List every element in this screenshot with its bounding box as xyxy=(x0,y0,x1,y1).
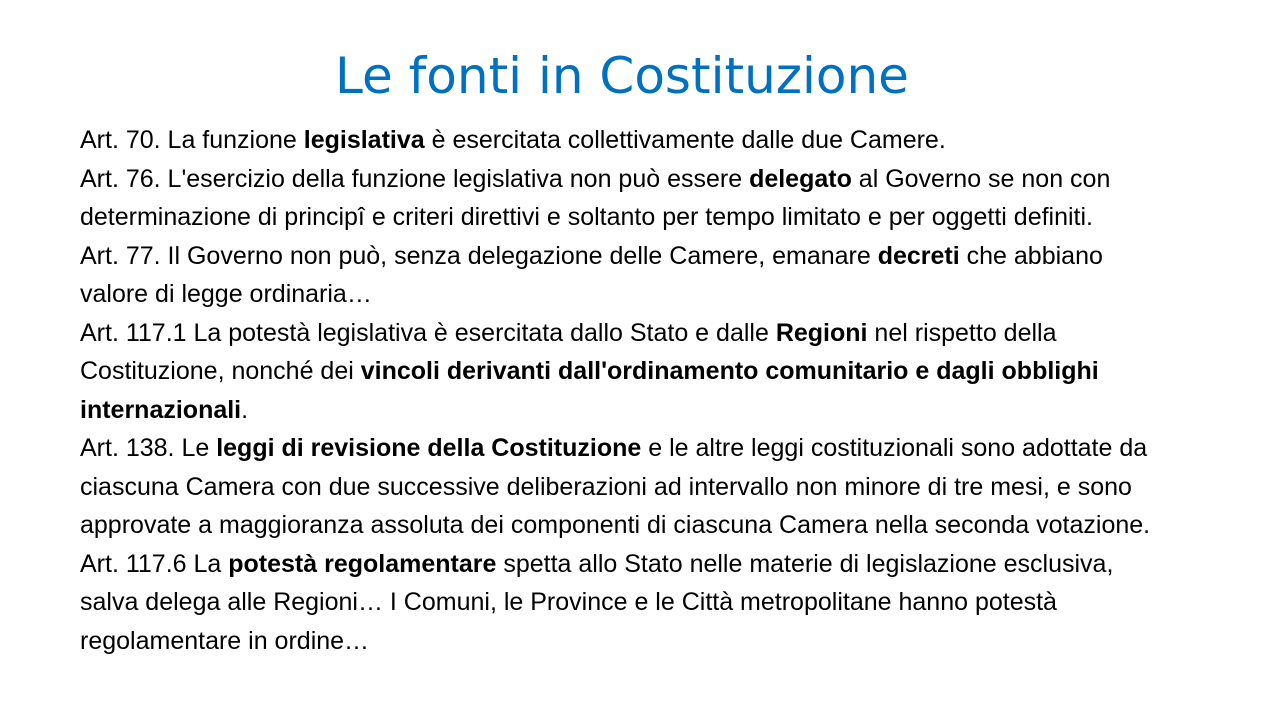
article-paragraph xyxy=(80,545,1170,661)
paragraph-text: spetta allo Stato nelle materie di legislazione esclusiva, salva delega alle Regioni… I Comuni, le Province e le Città metropolitane hanno potestà regolamentare in ordine… xyxy=(80,549,1114,655)
emphasized-text: delegato xyxy=(749,164,852,193)
emphasized-text: potestà regolamentare xyxy=(228,549,497,578)
paragraph-text: e le altre leggi costituzionali sono adottate da ciascuna Camera con due successive deliberazioni ad intervallo non minore di tre mesi, e sono approvate a maggioranza assoluta dei componenti di ciascuna Camera nella seconda votazione. xyxy=(80,434,1151,539)
paragraph-text: Art. 117.6 La xyxy=(80,549,229,578)
paragraph-text: Art. 117.1 La potestà legislativa è esercitata dallo Stato e dalle xyxy=(80,318,776,347)
emphasized-text: Regioni xyxy=(775,318,868,347)
article-paragraph xyxy=(80,429,1170,545)
paragraph-text: Art. 77. Il Governo non può, senza delegazione delle Camere, emanare xyxy=(80,241,878,270)
article-paragraph xyxy=(80,160,1170,237)
paragraph-text: che abbiano valore di legge ordinaria… xyxy=(80,241,1103,308)
emphasized-text: decreti xyxy=(877,241,960,270)
paragraph-text: Art. 76. L'esercizio della funzione legislativa non può essere xyxy=(80,164,750,193)
article-paragraph xyxy=(80,237,1170,314)
paragraph-text: Art. 70. La funzione xyxy=(80,126,304,154)
article-paragraph xyxy=(80,314,1170,430)
slide-title: Le fonti in Costituzione xyxy=(335,47,909,105)
slide-body xyxy=(80,121,1170,660)
paragraph-text: al Governo se non con determinazione di principî e criteri direttivi e soltanto per tempo limitato e per oggetti definiti. xyxy=(80,164,1111,231)
emphasized-text: legislativa xyxy=(303,126,425,154)
emphasized-text: vincoli derivanti dall'ordinamento comunitario e dagli obblighi internazionali xyxy=(80,357,1099,424)
paragraph-text: Art. 138. Le xyxy=(80,434,217,462)
paragraph-text: . xyxy=(241,395,249,424)
paragraph-text: nel rispetto della Costituzione, nonché dei xyxy=(80,318,1057,385)
paragraph-text: è esercitata collettivamente dalle due Camere. xyxy=(424,126,946,154)
article-paragraph xyxy=(80,121,1170,160)
emphasized-text: leggi di revisione della Costituzione xyxy=(216,434,642,462)
